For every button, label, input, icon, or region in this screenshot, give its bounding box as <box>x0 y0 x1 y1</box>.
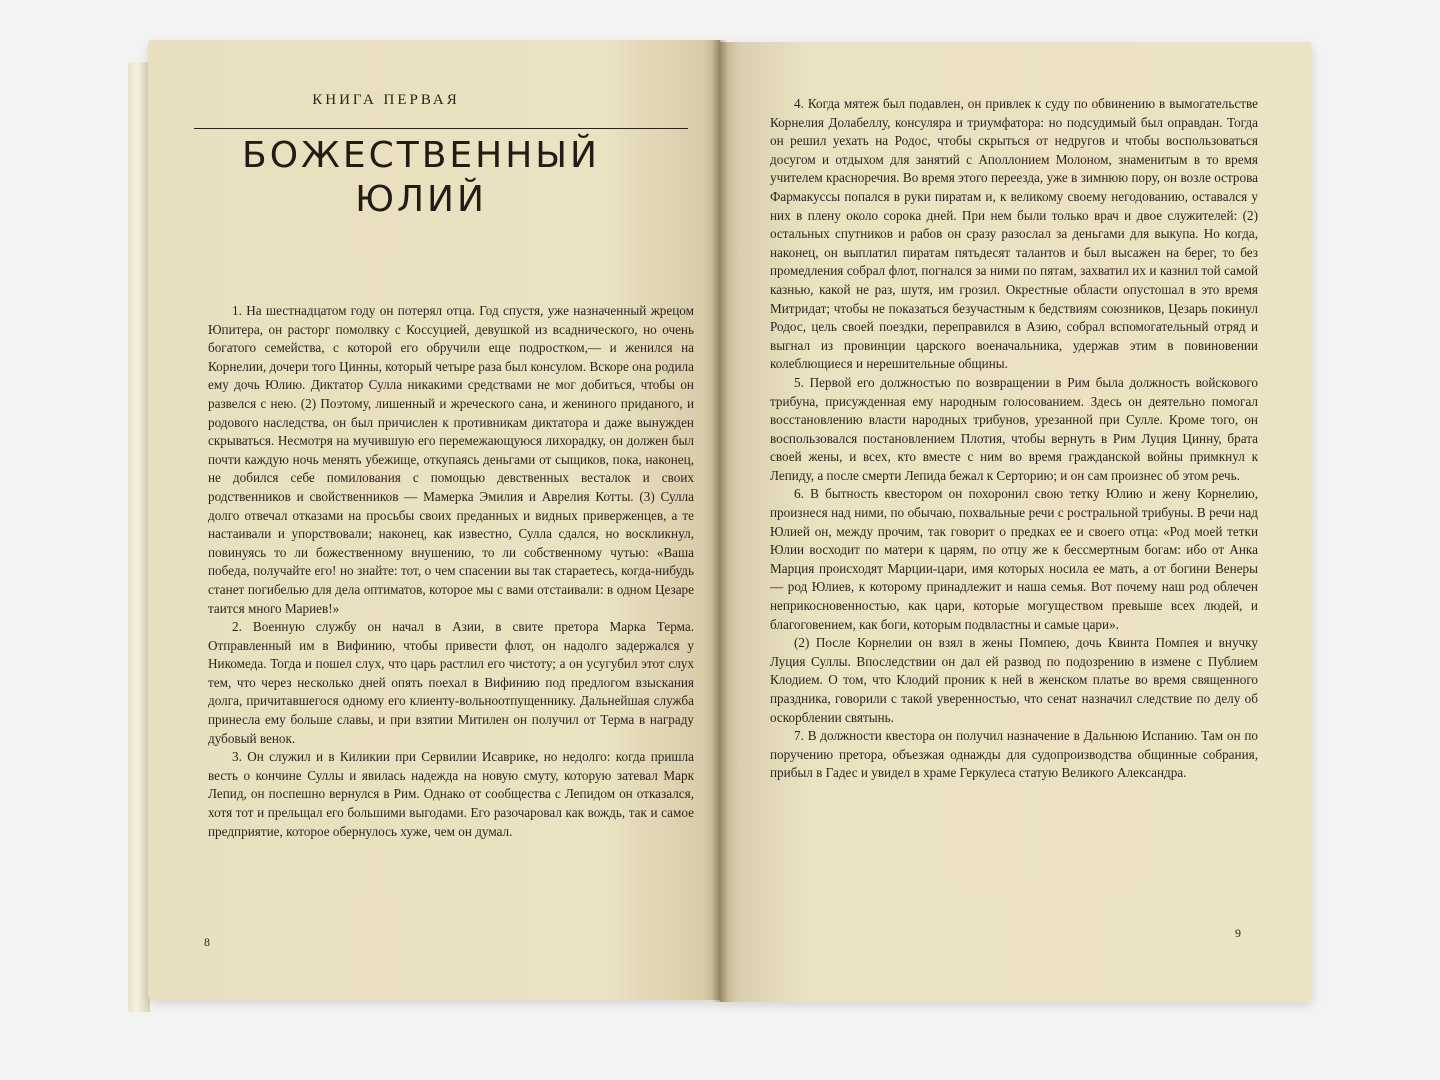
chapter-title <box>196 134 646 222</box>
right-page <box>720 42 1312 1002</box>
paragraph: (2) После Корнелии он взял в жены Помпею, дочь Квинта Помпея и внучку Луция Суллы. Впоследствии он дал ей развод по подозрению в измене с Публием Клодием. О том, что Клодий проник к ней в женском платье во время священного праздника, говорили с такой уверенностью, что сенат назначил следствие по делу об оскорблении святынь. <box>770 635 1258 725</box>
paragraph: 2. Военную службу он начал в Азии, в свите претора Марка Терма. Отправленный им в Вифинию, чтобы привести флот, он надолго задержался у Никомеда. Тогда и пошел слух, что царь растлил его чистоту; а он усугубил этот слух тем, что через несколько дней опять поехал в Вифинию под предлогом взыскания долга, причитавшегося одному его клиенту-вольноотпущеннику. Дальнейшая служба принесла ему больше славы, и при взятии Митилен он получил от Терма в награду дубовый венок. <box>208 619 694 746</box>
paragraph: 1. На шестнадцатом году он потерял отца. Год спустя, уже назначенный жрецом Юпитера, он расторг помолвку с Коссуцией, девушкой из всаднического, но очень богатого семейства, с которой его обручили еще подростком,— и женился на Корнелии, дочери того Цинны, который четыре раза был консулом. Вскоре она родила ему дочь Юлию. Диктатор Сулла никакими средствами не мог добиться, чтобы он развелся с нею. (2) Поэтому, лишенный и жреческого сана, и жениного приданого, и родового наследства, он был причислен к противникам диктатора и даже вынужден скрываться. Несмотря на мучившую его перемежающуюся лихорадку, он должен был почти каждую ночь менять убежище, откупаясь деньгами от сыщиков, пока, наконец, не добился себе помилования с помощью девственных весталок и своих родственников и свойственников — Мамерка Эмилия и Аврелия Котты. (3) Сулла долго отвечал отказами на просьбы своих преданных и видных приверженцев, а те настаивали и упорствовали; наконец, как известно, Сулла сдался, но воскликнул, повинуясь то ли божественному внушению, то ли собственному чутью: «Ваша победа, получайте его! но знайте: тот, о чем спасении вы так стараетесь, когда-нибудь станет погибелью для дела оптиматов, которое мы с вами отстаивали: в одном Цезаре таится много Мариев!» <box>208 303 694 616</box>
right-page-text <box>770 95 1258 783</box>
left-page <box>148 40 720 1000</box>
book-page-edges <box>128 62 150 1012</box>
chapter-title-line2: ЮЛИЙ <box>355 179 487 220</box>
paragraph: 3. Он служил и в Киликии при Сервилии Исаврике, но недолго: когда пришла весть о кончине Суллы и явилась надежда на новую смуту, которую затевал Марк Лепид, он поспешно вернулся в Рим. Однако от сообщества с Лепидом он отказался, хотя тот и прельщал его большими выгодами. Его разочаровал как вождь, так и самое предприятие, которое обернулось хуже, чем он думал. <box>208 749 694 839</box>
chapter-title-line1: БОЖЕСТВЕННЫЙ <box>242 135 600 176</box>
paragraph: 5. Первой его должностью по возвращении в Рим была должность войскового трибуна, присужденная ему народным голосованием. Здесь он деятельно помогал восстановлению власти народных трибунов, урезанной при Сулле. Кроме того, он воспользовался постановлением Плотия, чтобы вернуть в Рим Луция Цинну, брата своей жены, и всех, кто вместе с ним во время гражданской войны примкнул к Лепиду, а после смерти Лепида бежал к Серторию; и он сам произнес об этом речь. <box>770 374 1258 483</box>
page-number-left: 8 <box>204 935 210 949</box>
paragraph: 6. В бытность квестором он похоронил свою тетку Юлию и жену Корнелию, произнеся над ними, по обычаю, похвальные речи с ростральной трибуны. В речи над Юлией он, между прочим, так говорит о предках ее и своего отца: «Род моей тетки Юлии восходит по матери к царям, по отцу же к бессмертным богам: ибо от Анка Марция происходят Марции-цари, имя которых носила ее мать, а от богини Венеры — род Юлиев, к которому принадлежит и наша семья. Вот почему наш род облечен неприкосновенностью, как цари, которые могуществом превыше всех людей, и благоговением, как боги, которым подвластны и самые цари». <box>770 486 1258 632</box>
left-page-text <box>208 302 694 841</box>
book-gutter <box>712 40 728 1002</box>
paragraph: 4. Когда мятеж был подавлен, он привлек к суду по обвинению в вымогательстве Корнелия Долабеллу, консуляра и триумфатора: но подсудимый был оправдан. Тогда он решил уехать на Родос, чтобы скрыться от недругов и чтобы воспользоваться досугом и отдыхом для занятий с Аполлонием Молоном, знаменитым в то время учителем красноречия. Во время этого переезда, уже в зимнюю пору, он возле острова Фармакуссы попался в руки пиратам и, к великому своему негодованию, оставался у них в плену около сорока дней. При нем были только врач и двое служителей: (2) остальных спутников и рабов он сразу разослал за деньгами для выкупа. Но когда, наконец, он выплатил пиратам пятьдесят талантов и был высажен на берег, то без промедления собрал флот, погнался за ними по пятам, захватил их и казнил той самой казнью, какой не раз, шутя, им грозил. Окрестные области опустошал в это время Митридат; чтобы не показаться безучастным к бедствиям союзников, Цезарь покинул Родос, цель своей поездки, переправился в Азию, собрал вспомогательный отряд и выгнал из провинции царского военачальника, удержав этим в повиновении колеблющиеся и нерешительные общины. <box>770 96 1258 372</box>
book-label: КНИГА ПЕРВАЯ <box>312 92 460 108</box>
title-rule <box>194 128 688 129</box>
paragraph: 7. В должности квестора он получил назначение в Дальнюю Испанию. Там он по поручению претора, объезжая однажды для судопроизводства общинные собрания, прибыл в Гадес и увидел в храме Геркулеса статую Великого Александра. <box>770 728 1258 781</box>
page-number-right: 9 <box>1235 926 1241 940</box>
